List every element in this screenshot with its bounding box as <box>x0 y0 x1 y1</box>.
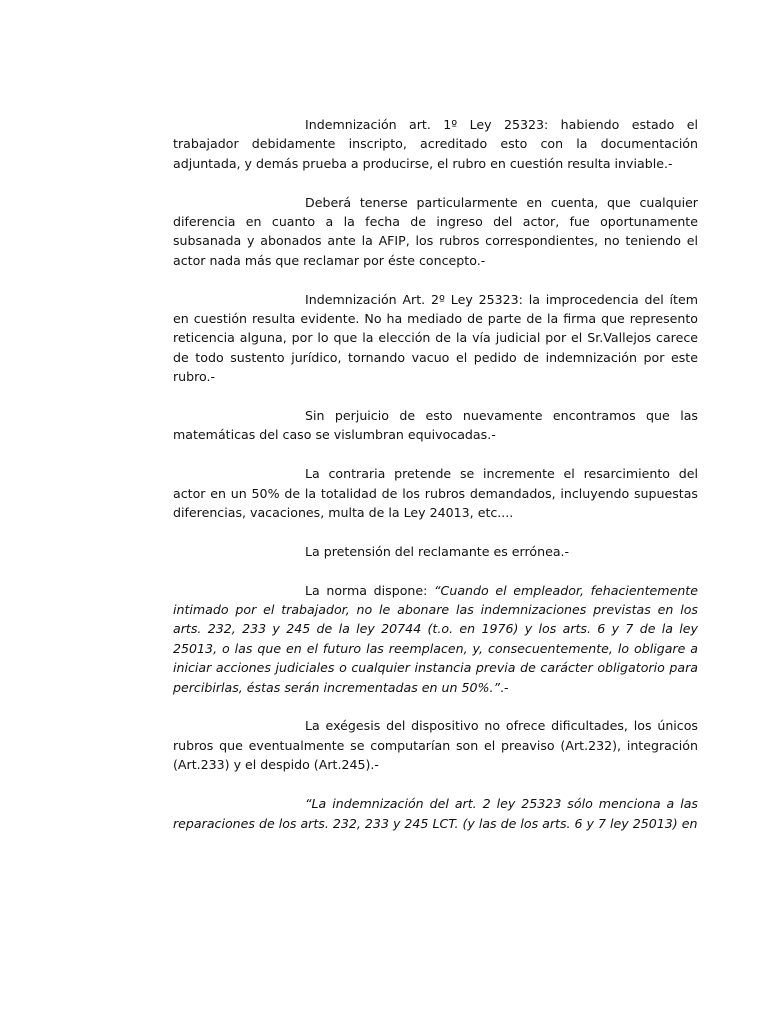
paragraph-pretension-erronea <box>173 542 698 561</box>
paragraph-pretension-contraria <box>173 464 698 522</box>
paragraph-indemnizacion-art-2 <box>173 290 698 387</box>
paragraph-afip-note <box>173 193 698 271</box>
document-body <box>173 115 698 852</box>
paragraph-matematicas <box>173 406 698 445</box>
paragraph-exegesis <box>173 716 698 774</box>
paragraph-text: Deberá tenerse particularmente en cuenta, que cualquier diferencia en cuanto a la fecha de ingreso del actor, fue oportunamente subsanada y abonados ante la AFIP, los rubros correspondientes, no teniendo el actor nada más que reclamar por éste concepto.- <box>173 194 698 268</box>
paragraph-text: Sin perjuicio de esto nuevamente encontramos que las matemáticas del caso se vislumbran equivocadas.- <box>173 408 698 443</box>
paragraph-text: Indemnización art. 1º Ley 25323: habiendo estado el trabajador debidamente inscripto, acreditado esto con la documentación adjuntada, y demás prueba a producirse, el rubro en cuestión resulta inviable.- <box>173 117 698 171</box>
paragraph-text: La exégesis del dispositivo no ofrece dificultades, los únicos rubros que eventualmente se computarían son el preaviso (Art.232), integración (Art.233) y el despido (Art.245).- <box>173 718 698 773</box>
paragraph-tail: .- <box>500 679 509 695</box>
paragraph-indemnizacion-art-1 <box>173 115 698 173</box>
paragraph-norma-dispone <box>173 581 698 697</box>
paragraph-text: La contraria pretende se incremente el resarcimiento del actor en un 50% de la totalidad de los rubros demandados, incluyendo supuestas diferencias, vacaciones, multa de la Ley 24013, etc.... <box>173 466 698 521</box>
paragraph-text: Indemnización Art. 2º Ley 25323: la improcedencia del ítem en cuestión resulta evidente. No ha mediado de parte de la firma que represento reticencia alguna, por lo que la elección de la vía judicial por el Sr.Vallejos carece de todo sustento jurídico, tornando vacuo el pedido de indemnización por este rubro.- <box>173 291 698 385</box>
law-quote: “Cuando el empleador, fehacientemente intimado por el trabajador, no le abonare las indemnizaciones previstas en los arts. 232, 233 y 245 de la ley 20744 (t.o. en 1976) y los arts. 6 y 7 de la ley 25013, o las que en el futuro las reemplacen, y, consecuentemente, lo obligare a iniciar acciones judiciales o cualquier instancia previa de carácter obligatorio para percibirlas, éstas serán incrementadas en un 50%.” <box>173 582 698 695</box>
citation-quote: “La indemnización del art. 2 ley 25323 sólo menciona a las reparaciones de los arts. 232, 233 y 245 LCT. (y las de los arts. 6 y 7 ley 25013) en <box>173 796 698 831</box>
paragraph-text: La pretensión del reclamante es errónea.- <box>305 543 570 559</box>
paragraph-lead: La norma dispone: <box>305 582 435 598</box>
paragraph-cita-jurisprudencia <box>173 794 698 833</box>
